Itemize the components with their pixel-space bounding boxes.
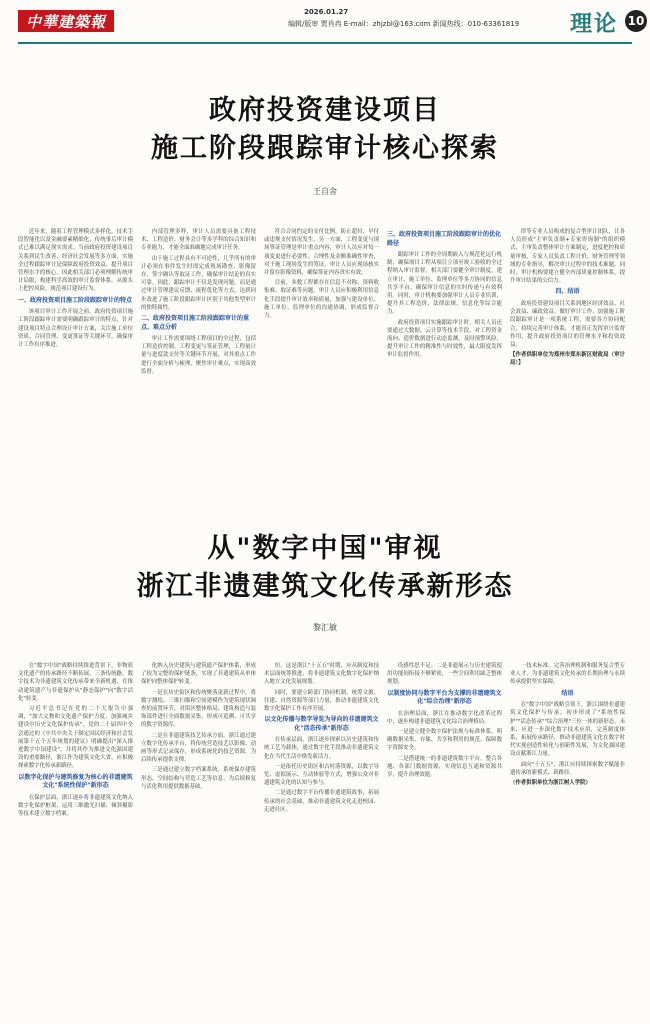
- paragraph: 审计工作需要围绕工程项目的全过程，包括工程造价控制、工程变更与签证管理，工程量计量与进度款支付等关键环节开展，对其重点工作进行全面分析与梳理，聚焦审计难点，实现高效监督。: [141, 336, 256, 375]
- paragraph: 化纳入历史建筑与建筑遗产保护体系，形成了较为完整的保护链条，实现了非遗建筑从单体保护向整体保护转变。: [141, 663, 256, 686]
- article1-col-2: [141, 228, 256, 498]
- paragraph: 内部管理多样，审计人员需要具备工程技术、工程造价、财务会计等多学科的综合知识和专业能力，才能全面准确地完成审计任务。: [141, 229, 256, 252]
- editor-line: 编辑/版审 贾肖冉 E-mail：zhjzbl@163.com 新闻热线：010-63361819: [288, 20, 520, 28]
- paragraph: 二是通过数字平台传播非遗建筑故事，拓展传承的社会基础，推动非遗建筑文化走进校园、走进社区。: [264, 790, 379, 813]
- article1-title-line1: 政府投资建设项目: [209, 95, 441, 126]
- author-affiliation: 【作者供职单位为郑州市郑东新区财政局（审计局）】: [510, 352, 625, 367]
- paragraph: 设感性思不足。二是非遗展示与历史建筑使用功能间衔接不够紧密，一些空间利用缺乏整体规划。: [387, 663, 502, 686]
- article2-col-4: [387, 662, 502, 1014]
- article2-headline: [0, 530, 650, 606]
- subheading: 一、政府投资项目施工阶段跟踪审计的特点: [18, 296, 133, 304]
- paragraph: 符合合同约定的支付比例，防止超付、早付或违规支付情况发生。另一方面，工程变更与现场签证管理是审计重点内容，审计人员应对每一项变更进行必要性、合理性及金额准确性审查，对于施工现场发生的签证，审计人员应现场核实并留存影像资料，确保签证内容真实有效。: [264, 229, 379, 277]
- issue-date: 2026.01.27: [304, 8, 349, 16]
- paragraph: 律等专业人员构成的复合型审计团队，让各人员形成"主审负责制+专家咨询制"的组织模式，主审负责整体审计方案制定，进度把控和质量审核，专家人员负责工程计价、财务管理等领域的专业指导，解决审计过程中的技术难题。同时，审计机构要建立健全内部质量控制体系，提升审计结果的公信力。: [510, 229, 625, 285]
- page-number: 10: [625, 10, 647, 32]
- subheading: 以制度协同与数字平台为支撑的非遗建筑文化"综合治理"新形态: [387, 689, 502, 706]
- paragraph: 一是在历史街区和传统聚落更新过程中，将数字测绘、三维扫描和空间建模作为建筑现状调查的前置环节，对街区整体格局、建筑构造与装饰部件进行全面数据采集，形成可追溯、可共享的数字资源库。: [141, 689, 256, 729]
- subheading: 二、政府投资项目施工阶段跟踪审计的重点、难点分析: [141, 315, 250, 331]
- article2-title-line2: 浙江非遗建筑文化传承新形态: [136, 571, 514, 602]
- subheading: 结语: [561, 689, 574, 697]
- article1-author: 王自舍: [313, 187, 337, 196]
- article1-col-1: [18, 228, 133, 498]
- subheading: 四、结语: [555, 288, 580, 296]
- paragraph: 跟踪审计工作的全周期嵌入与规范化运行机制，确保项目工程从项目立项至竣工验收的全过程纳入审计监督。相关部门要健全审计制度，建立审计、施工单位、监理单位等多方协同的信息共享平台，确保审计信息的实时传递与有效利用。同时，审计机构要加强审计人员专业培训，提升其工程造价、法律法规、信息化等综合能力。: [387, 252, 502, 316]
- paragraph: 在保护层面，浙江逐步将非遗建筑文化纳入数字化保护框架，运用三维激光扫描、倾斜摄影等技术建立数字档案。: [18, 794, 133, 818]
- paragraph: 一是依托历史街区和古村落资源，以数字导览、虚拟展示、互动体验等方式，增强公众对非遗建筑文化的认知与参与。: [264, 763, 379, 787]
- article2-col-5: [510, 662, 625, 1014]
- paragraph: 政府投资建设项目关系到地区经济效益、社会效益、廉政效益。做好审计工作，加强施工阶段跟踪审计是一项系统工程，需要各方协同配合，持续完善审计体系，才能真正发挥审计监督作用，提升政府投资项目的管理水平和投资效益。: [510, 300, 625, 348]
- subheading: 以数字化保护与建筑修复为核心的非遗建筑文化"系统性保护"新形态: [18, 773, 133, 790]
- paragraph: 习近平总书记在党的二十大报告中强调，"加大文物和文化遗产保护力度，加强城乡建设中历史文化保护传承"。党的二十届四中全会通过的《中共中央关于制定国民经济和社会发展第十五个五年规划的建议》明确提出"深入推进数字中国建设"，并将其作为推进文化强国建设的重要路径，浙江作为建筑文化大省，应积极探索数字化传承新路径。: [18, 706, 133, 770]
- author-affiliation: （作者供职单位为浙江树人学院）: [510, 779, 591, 786]
- article1-title-line2: 施工阶段跟踪审计核心探索: [151, 133, 499, 164]
- paragraph: 一技术标准。完善治理机制和服务复合型专业人才，为非遗建筑文化传承的长期治理与永续传承提供坚实保障。: [510, 663, 625, 686]
- paragraph: 恒。这是浙江"十五五"时期，应从制度和技术层面统筹推进，将非遗建筑文化数字化保护纳入地方文化发展规划。: [264, 663, 379, 686]
- paragraph: 面向"十五五"，浙江应持续探索数字赋能非遗传承的新模式、新路径。: [510, 761, 625, 776]
- masthead: [18, 6, 645, 40]
- paragraph: 该项目审计工作开展之前，政府投资项目施工阶段跟踪审计需要明确跟踪审计的特点，针对建设项目特点合理设计审计方案，关注施工单位资质、合同管理、变更签证等关键环节，确保审计工作有序推进。: [18, 309, 133, 348]
- article2-body: [18, 662, 632, 1014]
- paragraph: 二是搭建统一的非遗建筑数字平台，整合各地、各部门数据资源，实现信息互通和资源共享，提升治理效能。: [387, 755, 502, 779]
- article2-col-1: [18, 662, 133, 1014]
- paragraph: 在传承层面，浙江逐步探索以历史建筑和传统工艺为载体，通过数字化手段推动非遗建筑文化在当代生活中焕发新活力。: [264, 737, 379, 760]
- paragraph: 三是通过建立数字档案系统，系统保存建筑形态、空间结构与营造工艺等信息，为后续修复与活化利用提供数据基础。: [141, 767, 256, 790]
- paragraph: 一是建立健全数字保护法规与标准体系，明确数据采集、存储、共享和利用的规范，保障数字资源安全。: [387, 729, 502, 752]
- section-title: 理论: [570, 12, 619, 37]
- article1-col-3: [264, 228, 379, 498]
- article1-col-5: [510, 228, 625, 498]
- article2-col-3: [264, 662, 379, 1014]
- subheading: 以文化传播与数字导览为导向的非遗建筑文化"活态传承"新形态: [264, 716, 379, 732]
- subheading: 三、政府投资项目施工阶段跟踪审计的优化路径: [387, 231, 502, 247]
- article1-body: [18, 228, 632, 498]
- paragraph: 在治理层面，浙江在推动数字化改革过程中，逐步构建非遗建筑文化综合治理格局。: [387, 710, 502, 725]
- article2-col-2: [141, 662, 256, 1014]
- article2-author: 黎汇敏: [313, 623, 337, 632]
- header-rule: [18, 42, 632, 44]
- paragraph: 二是在非遗建筑技艺传承方面，浙江通过建立数字化传承平台，将传统营造技艺以影像、动画等形式记录保存，形成系统化的技艺资源，为后续传承提供支撑。: [141, 732, 256, 764]
- article1-headline: [0, 92, 650, 168]
- article1-col-4: [387, 228, 502, 498]
- paragraph: 在"数字中国"战略引领下，浙江围绕非遗建筑文化保护与传承，初步形成了"系统性保护""活态传承""综合治理"三位一体的新形态。未来，应进一步深化数字技术应用，完善制度体系，拓展传承路径，推动非遗建筑文化在数字时代实现创造性转化与创新性发展，为文化强国建设贡献浙江力量。: [510, 702, 625, 758]
- paragraph: 在"数字中国"战略持续推进背景下，非物质文化遗产的传承路径不断拓展。三条传统路，数字技术为非遗建筑文化传承带来全新机遇，在推动建筑遗产与非遗保护从"静态保护"向"数字活化"转变。: [18, 663, 133, 702]
- paragraph: 由于施工过程具有不可逆性，几乎所有的审计必须在事件发生时即完成现场勘查、影像留存、签字确认等取证工作，确保审计结论的真实可靠。因此，跟踪审计不仅是发现问题，而是通过审计管理建议反馈、流程优化等方式，达到同步改进了施工阶段跟踪审计区别于其他类型审计的独特属性。: [141, 255, 256, 311]
- paragraph: 同时，要建立跨部门协同机制，统筹文旅、住建、自然资源等部门力量，推动非遗建筑文化数字化保护工作有序开展。: [264, 689, 379, 713]
- newspaper-logo: 中華建築報: [18, 10, 114, 32]
- paragraph: 近年来，随着工程管理模式多样化，技术手段智能化以及金融要素精细化，传统事后审计模式已难以满足现实需求。当前政府投资建设项目关系到民生改善、经济社会发展等多方面，实施全过程跟踪审计是保障政府投资效益、提升项目管理水平的核心。因此相关部门必须理解传统审计局限，构建科学高效的审计监督体系，从源头上把控风险，规范项目建设行为。: [18, 229, 133, 293]
- article2-title-line1: 从"数字中国"审视: [207, 533, 443, 564]
- paragraph: 政府投资项目实施跟踪审计时，相关人员还要通过大数据、云计算等技术手段，对工程资金流向、造价数据进行动态监测，及时预警风险，提升审计工作的精准性与时效性，最大限度发挥审计监督作用。: [387, 319, 502, 359]
- paragraph: 目前，多数工程都存在信息不对称、资料收集难、取证难等问题，审计人员应积极利用信息化手段提升审计效率和质量，加强与建设单位、施工单位、监理单位的沟通协调，形成监督合力。: [264, 280, 379, 320]
